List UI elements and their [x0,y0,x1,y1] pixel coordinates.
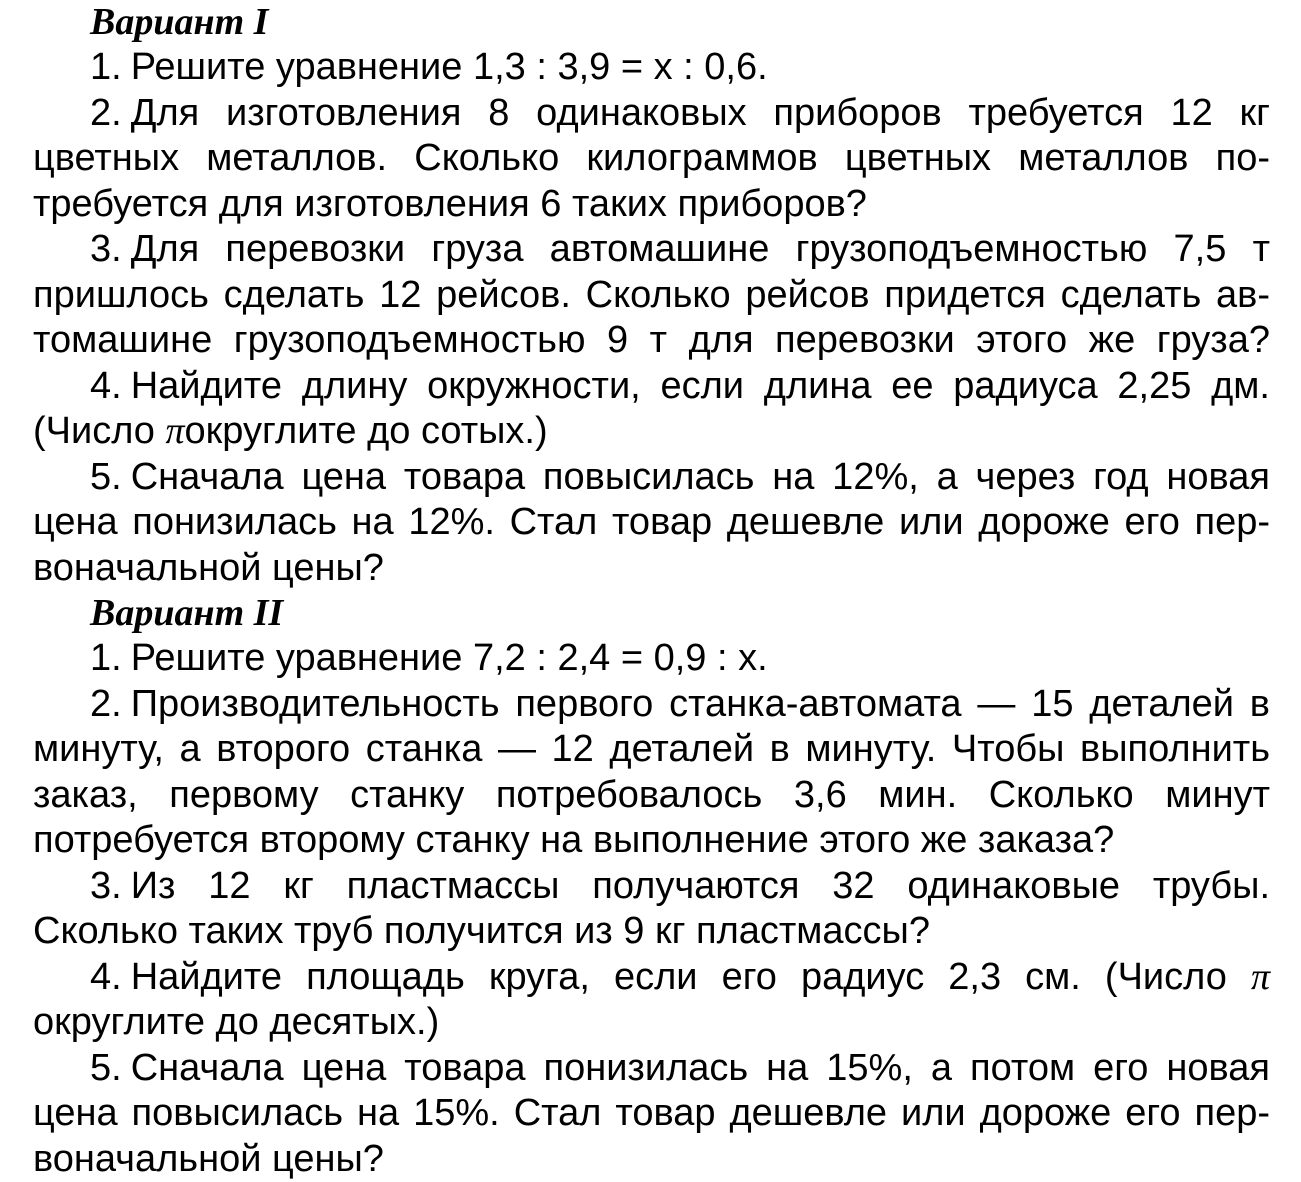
problem-number: 2. [90,92,122,134]
problem-line [33,1046,1270,1092]
problem-line [33,955,1270,1001]
problem-line: Сколько таких труб получится из 9 кг пластмассы? [33,909,1270,955]
problem-number: 5. [90,456,122,498]
problem-line: воначальной цены? [33,1137,1270,1182]
variant-1-problem-1 [33,45,1270,91]
problem-line: цена понизилась на 12%. Стал товар дешевле или дороже его пер- [33,500,1270,546]
pi-symbol: π [166,410,185,452]
problem-text: Для перевозки груза автомашине грузоподъемностью 7,5 т [131,228,1270,270]
problem-line: потребуется второму станку на выполнение этого же заказа? [33,818,1270,864]
problem-line: минуту, а второго станка — 12 деталей в минуту. Чтобы выполнить [33,727,1270,773]
problem-text: Производительность первого станка-автомата — 15 деталей в [131,683,1270,725]
variant-1-problem-4 [33,364,1270,455]
problem-number: 3. [90,228,122,270]
variant-2-problem-1 [33,636,1270,682]
problem-line [33,636,1270,682]
problem-line [33,45,1270,91]
problem-line: цена повысилась на 15%. Стал товар дешевле или дороже его пер- [33,1091,1270,1137]
problem-line: томашине грузоподъемностью 9 т для перевозки этого же груза? [33,318,1270,364]
problem-text: Найдите длину окружности, если длина ее радиуса 2,25 дм. [131,365,1270,407]
variant-1-title: Вариант I [33,0,1270,45]
variant-2-section [33,591,1270,1182]
problem-line: цветных металлов. Сколько килограммов цветных металлов по- [33,136,1270,182]
variant-1-section [33,0,1270,591]
problem-line: требуется для изготовления 6 таких приборов? [33,182,1270,228]
problem-number: 2. [90,683,122,725]
problem-text: Решите уравнение 7,2 : 2,4 = 0,9 : х. [131,637,768,679]
variant-1-problem-3 [33,227,1270,364]
variant-1-problem-2 [33,91,1270,228]
problem-text: Для изготовления 8 одинаковых приборов требуется 12 кг [131,92,1270,134]
pi-symbol: π [1251,956,1270,998]
problem-number: 3. [90,865,122,907]
problem-number: 1. [90,637,122,679]
problem-line [33,227,1270,273]
variant-2-problem-3 [33,864,1270,955]
problem-text: Из 12 кг пластмассы получаются 32 одинаковые трубы. [131,865,1270,907]
problem-text: Решите уравнение 1,3 : 3,9 = х : 0,6. [131,46,768,88]
problem-text: Сначала цена товара повысилась на 12%, а через год новая [131,456,1270,498]
problem-number: 5. [90,1047,122,1089]
problem-line: округлите до десятых.) [33,1000,1270,1046]
problem-line [33,864,1270,910]
problem-line: заказ, первому станку потребовалось 3,6 мин. Сколько минут [33,773,1270,819]
problem-number: 4. [90,956,122,998]
problem-text: округлите до сотых.) [185,410,548,452]
problem-number: 1. [90,46,122,88]
problem-text: Найдите площадь круга, если его радиус 2,3 см. (Число [131,956,1251,998]
problem-line [33,682,1270,728]
problem-text: (Число [33,410,166,452]
variant-2-problem-4 [33,955,1270,1046]
problem-line [33,455,1270,501]
problem-line [33,91,1270,137]
variant-2-problem-5 [33,1046,1270,1182]
problem-line: воначальной цены? [33,546,1270,592]
variant-2-problem-2 [33,682,1270,864]
variant-1-problem-5 [33,455,1270,592]
problem-text: Сначала цена товара понизилась на 15%, а потом его новая [131,1047,1270,1089]
problem-line [33,364,1270,410]
variant-2-title: Вариант II [33,591,1270,636]
problem-line: пришлось сделать 12 рейсов. Сколько рейсов придется сделать ав- [33,273,1270,319]
problem-line [33,409,1270,455]
problem-number: 4. [90,365,122,407]
